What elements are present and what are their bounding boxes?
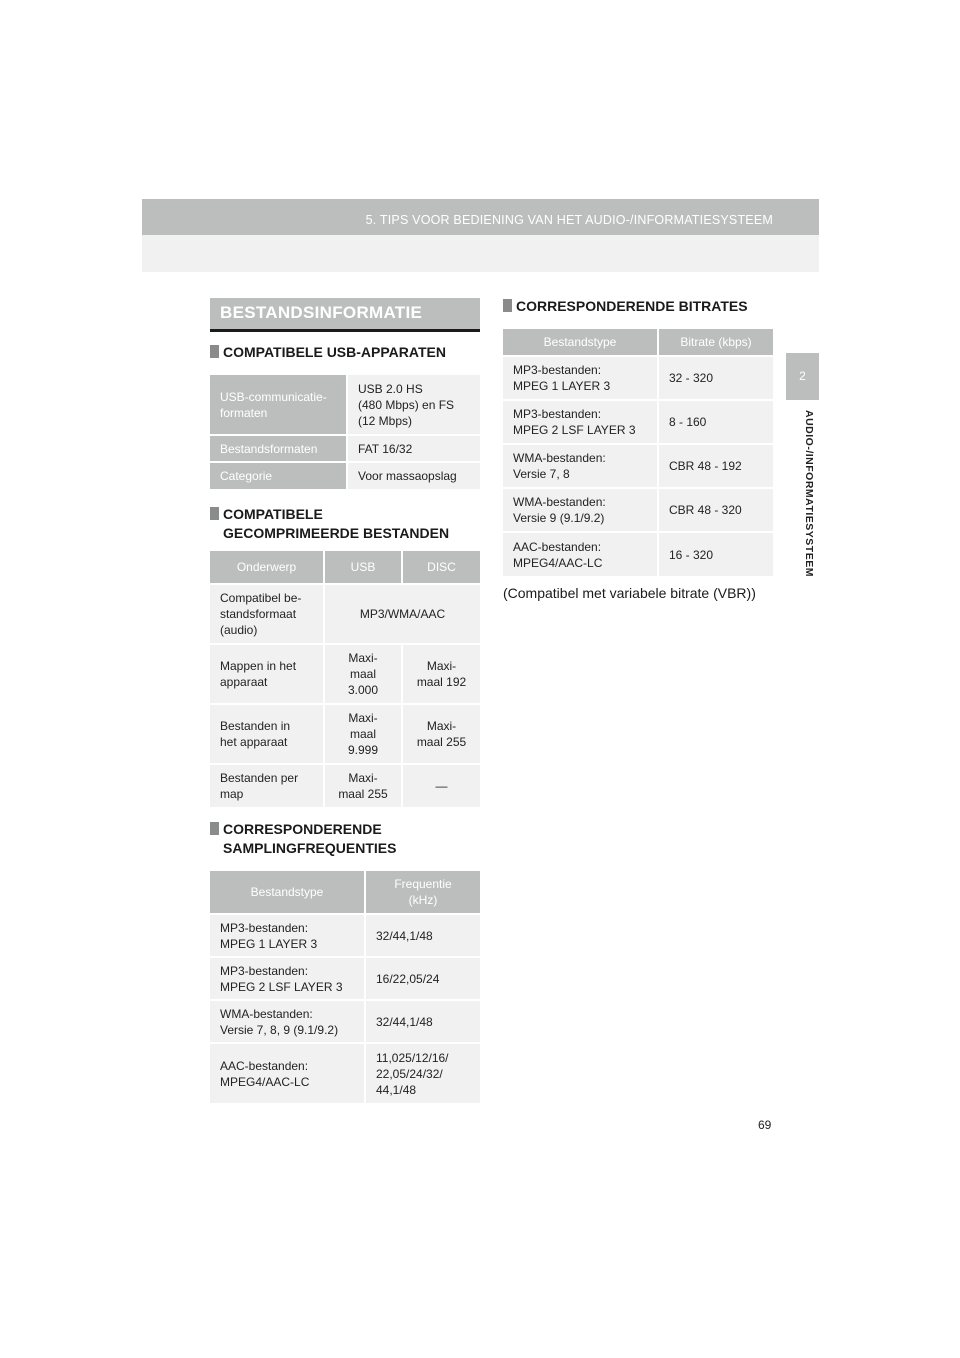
table-row <box>210 644 480 704</box>
table-cell: Bestandsformaten <box>210 435 347 462</box>
table-cell: WMA-bestanden: Versie 9 (9.1/9.2) <box>503 488 658 532</box>
section-banner <box>210 298 480 332</box>
section-title: BESTANDSINFORMATIE <box>220 303 423 322</box>
table-cell: CBR 48 - 192 <box>658 444 773 488</box>
table-row <box>210 1043 480 1103</box>
usb-heading: COMPATIBELE USB-APPARATEN <box>210 343 446 362</box>
table-cell: WMA-bestanden: Versie 7, 8, 9 (9.1/9.2) <box>210 1000 365 1043</box>
table-cell: 16 - 320 <box>658 532 773 576</box>
table-cell: 8 - 160 <box>658 400 773 444</box>
table-row <box>503 488 773 532</box>
usb-table <box>210 375 480 489</box>
table-cell: Compatibel be- standsformaat (audio) <box>210 584 324 644</box>
chapter-tab: 2 <box>786 353 819 400</box>
table-cell: FAT 16/32 <box>347 435 480 462</box>
table-cell: AAC-bestanden: MPEG4/AAC-LC <box>210 1043 365 1103</box>
table-row <box>210 1000 480 1043</box>
sampling-heading: CORRESPONDERENDE SAMPLINGFREQUENTIES <box>210 820 396 858</box>
table-cell: USB 2.0 HS (480 Mbps) en FS (12 Mbps) <box>347 375 480 435</box>
column-header: Onderwerp <box>210 551 324 584</box>
table-row <box>503 356 773 400</box>
table-cell: Mappen in het apparaat <box>210 644 324 704</box>
table-cell: Maxi- maal 255 <box>402 704 480 764</box>
table-cell: 32/44,1/48 <box>365 914 480 957</box>
bullet-square-icon <box>210 507 219 520</box>
table-row <box>210 957 480 1000</box>
table-cell: 11,025/12/16/ 22,05/24/32/ 44,1/48 <box>365 1043 480 1103</box>
table-header-row <box>210 551 480 584</box>
table-cell: Bestanden in het apparaat <box>210 704 324 764</box>
bitrates-table <box>503 329 773 576</box>
column-header: Bitrate (kbps) <box>658 329 773 356</box>
table-row <box>503 444 773 488</box>
table-cell: Voor massaopslag <box>347 462 480 489</box>
table-cell: AAC-bestanden: MPEG4/AAC-LC <box>503 532 658 576</box>
table-cell: CBR 48 - 320 <box>658 488 773 532</box>
table-cell: 32 - 320 <box>658 356 773 400</box>
table-row <box>210 462 480 489</box>
page-number: 69 <box>758 1118 772 1132</box>
table-cell: Maxi- maal 3.000 <box>324 644 402 704</box>
bullet-square-icon <box>210 345 219 358</box>
chapter-side-label: AUDIO-/INFORMATIESYSTEEM <box>803 410 815 577</box>
table-cell: MP3-bestanden: MPEG 2 LSF LAYER 3 <box>210 957 365 1000</box>
table-row <box>210 584 480 644</box>
table-row <box>210 435 480 462</box>
bullet-square-icon <box>210 822 219 835</box>
table-cell: Maxi- maal 255 <box>324 764 402 807</box>
table-header-row <box>210 871 480 914</box>
table-row <box>503 532 773 576</box>
bitrates-heading: CORRESPONDERENDE BITRATES <box>503 297 748 316</box>
table-cell: MP3/WMA/AAC <box>324 584 480 644</box>
column-header: Bestandstype <box>210 871 365 914</box>
sampling-table <box>210 871 480 1103</box>
table-cell: Categorie <box>210 462 347 489</box>
table-row <box>210 914 480 957</box>
table-cell: MP3-bestanden: MPEG 1 LAYER 3 <box>503 356 658 400</box>
page-header <box>142 199 819 272</box>
table-cell: MP3-bestanden: MPEG 1 LAYER 3 <box>210 914 365 957</box>
table-cell: Maxi- maal 9.999 <box>324 704 402 764</box>
table-row <box>210 764 480 807</box>
header-bar <box>142 199 819 235</box>
column-header: DISC <box>402 551 480 584</box>
table-row <box>210 375 480 435</box>
compressed-table <box>210 551 480 807</box>
table-cell: WMA-bestanden: Versie 7, 8 <box>503 444 658 488</box>
table-cell: 32/44,1/48 <box>365 1000 480 1043</box>
table-header-row <box>503 329 773 356</box>
table-cell: — <box>402 764 480 807</box>
table-cell: 16/22,05/24 <box>365 957 480 1000</box>
column-header: Bestandstype <box>503 329 658 356</box>
compressed-heading: COMPATIBELE GECOMPRIMEERDE BESTANDEN <box>210 505 449 543</box>
chapter-title: 5. TIPS VOOR BEDIENING VAN HET AUDIO-/INFORMATIESYSTEEM <box>365 213 773 227</box>
column-header: USB <box>324 551 402 584</box>
vbr-note: (Compatibel met variabele bitrate (VBR)) <box>503 585 756 601</box>
table-row <box>503 400 773 444</box>
table-cell: MP3-bestanden: MPEG 2 LSF LAYER 3 <box>503 400 658 444</box>
column-header: Frequentie (kHz) <box>365 871 480 914</box>
table-cell: USB-communicatie- formaten <box>210 375 347 435</box>
table-row <box>210 704 480 764</box>
table-cell: Maxi- maal 192 <box>402 644 480 704</box>
table-cell: Bestanden per map <box>210 764 324 807</box>
bullet-square-icon <box>503 299 512 312</box>
